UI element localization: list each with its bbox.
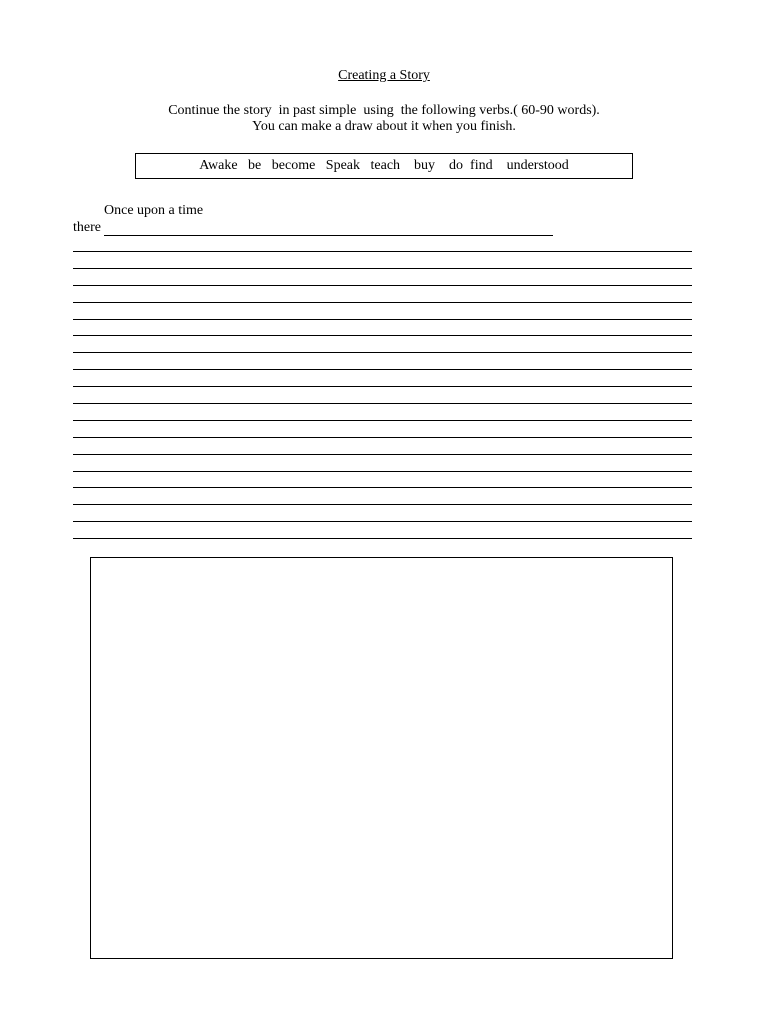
instruction-line-1: Continue the story in past simple using the following verbs.( 60-90 words). bbox=[168, 103, 600, 118]
story-opening: Once upon a time bbox=[104, 203, 204, 218]
writing-line[interactable] bbox=[73, 251, 692, 268]
page-title: Creating a Story bbox=[338, 68, 430, 83]
writing-line[interactable] bbox=[73, 352, 692, 369]
writing-line[interactable] bbox=[73, 538, 692, 555]
story-there: there bbox=[73, 220, 101, 235]
writing-line-first[interactable] bbox=[104, 235, 553, 236]
writing-line[interactable] bbox=[73, 521, 692, 538]
writing-line[interactable] bbox=[73, 504, 692, 521]
writing-line[interactable] bbox=[73, 386, 692, 403]
writing-line[interactable] bbox=[73, 437, 692, 454]
writing-line[interactable] bbox=[73, 487, 692, 504]
writing-line[interactable] bbox=[73, 420, 692, 437]
writing-line[interactable] bbox=[73, 335, 692, 352]
instructions bbox=[0, 103, 768, 135]
writing-line[interactable] bbox=[73, 369, 692, 386]
writing-line[interactable] bbox=[73, 268, 692, 285]
writing-line[interactable] bbox=[73, 454, 692, 471]
writing-line[interactable] bbox=[73, 285, 692, 302]
writing-line[interactable] bbox=[73, 471, 692, 488]
verb-list-box: Awake be become Speak teach buy do find understood bbox=[135, 153, 633, 179]
writing-line[interactable] bbox=[73, 403, 692, 420]
drawing-area[interactable] bbox=[90, 557, 673, 959]
writing-lines bbox=[73, 251, 692, 555]
writing-line[interactable] bbox=[73, 302, 692, 319]
instruction-line-2: You can make a draw about it when you finish. bbox=[252, 119, 516, 134]
writing-line[interactable] bbox=[73, 319, 692, 336]
